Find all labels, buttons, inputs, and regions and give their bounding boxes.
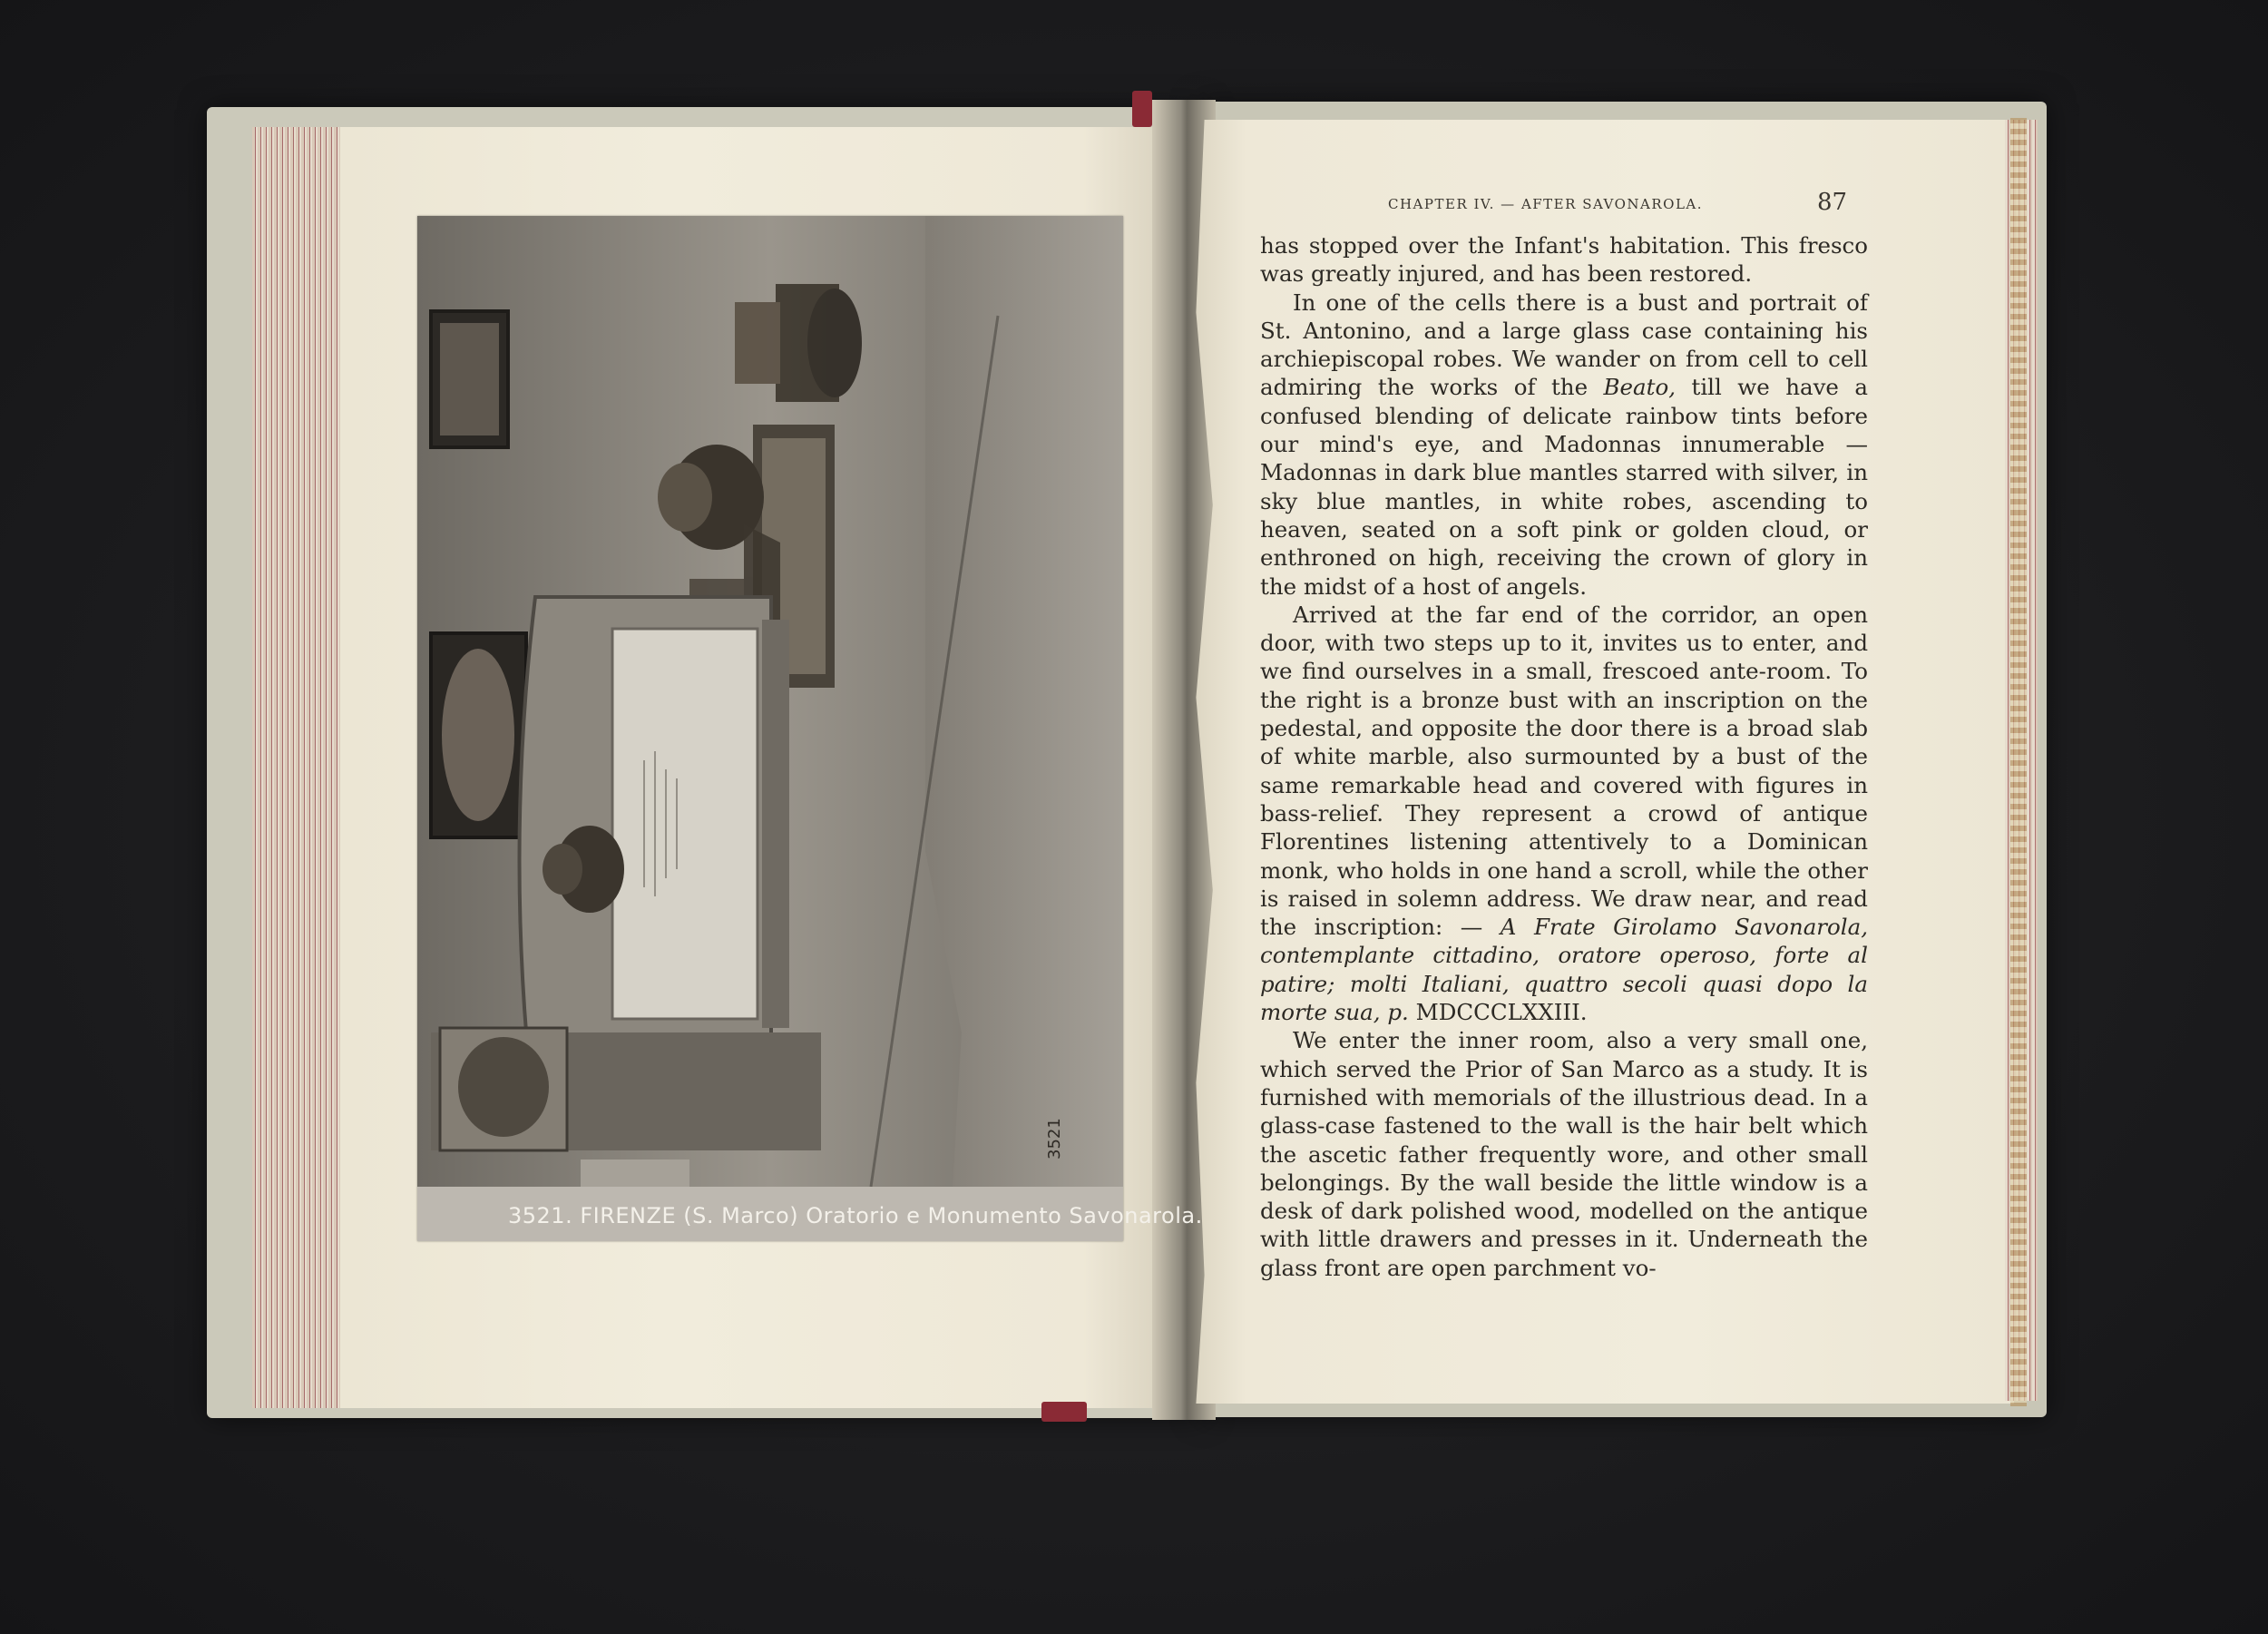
photograph-image xyxy=(417,216,1123,1241)
paragraph: We enter the inner room, also a very small one, which served the Prior of San Marco as a study. It is furnished with memorials of the illustrious dead. In a glass-case fastened to the wall is the hair belt which the ascetic father frequently wore, and other small belongings. By the wall beside the little window is a desk of dark polished wood, modelled on the antique with little drawers and presses in it. Underneath the glass front are open parchment vo- xyxy=(1260,1027,1868,1281)
page-number: 87 xyxy=(1817,189,1848,216)
photo-caption: 3521. FIRENZE (S. Marco) Oratorio e Monumento Savonarola. xyxy=(508,1203,1203,1228)
page-body xyxy=(1260,231,1868,1282)
decorative-cover-edge xyxy=(2010,118,2027,1406)
paragraph: has stopped over the Infant's habitation. This fresco was greatly injured, and has been restored. xyxy=(1260,232,1868,288)
mounted-photograph xyxy=(417,216,1203,1241)
negative-number: 3521 xyxy=(1045,1118,1064,1159)
page-edges-left xyxy=(252,127,354,1408)
running-header: CHAPTER IV. — AFTER SAVONAROLA. xyxy=(1388,196,1704,212)
paragraph: In one of the cells there is a bust and portrait of St. Antonino, and a large glass case containing his archiepiscopal robes. We wander on from cell to cell admiring the works of the Beato, till we have a confused blending of delicate rainbow tints before our mind's eye, and Madonnas innumerable — Madonnas in dark blue mantles starred with silver, in sky blue mantles, in white robes, ascending to heaven, seated on a soft pink or golden cloud, or enthroned on high, receiving the crown of glory in the midst of a host of angels. xyxy=(1260,289,1868,600)
paragraph: Arrived at the far end of the corridor, an open door, with two steps up to it, invites us to enter, and we find ourselves in a small, frescoed ante-room. To the right is a bronze bust with an inscription on the pedestal, and opposite the door there is a broad slab of white marble, also surmounted by a bust of the same remarkable head and covered with figures in bass-relief. They represent a crowd of antique Florentines listening attentively to a Dominican monk, who holds in one hand a scroll, while the other is raised in solemn address. We draw near, and read the inscription: — A Frate Girolamo Savonarola, contemplante cittadino, oratore operoso, forte al patire; molti Italiani, quattro secoli quasi dopo la morte sua, p. MDCCCLXXIII. xyxy=(1260,601,1869,1026)
bookmark-ribbon-bottom xyxy=(1041,1402,1087,1422)
bookmark-ribbon-top xyxy=(1132,91,1152,127)
